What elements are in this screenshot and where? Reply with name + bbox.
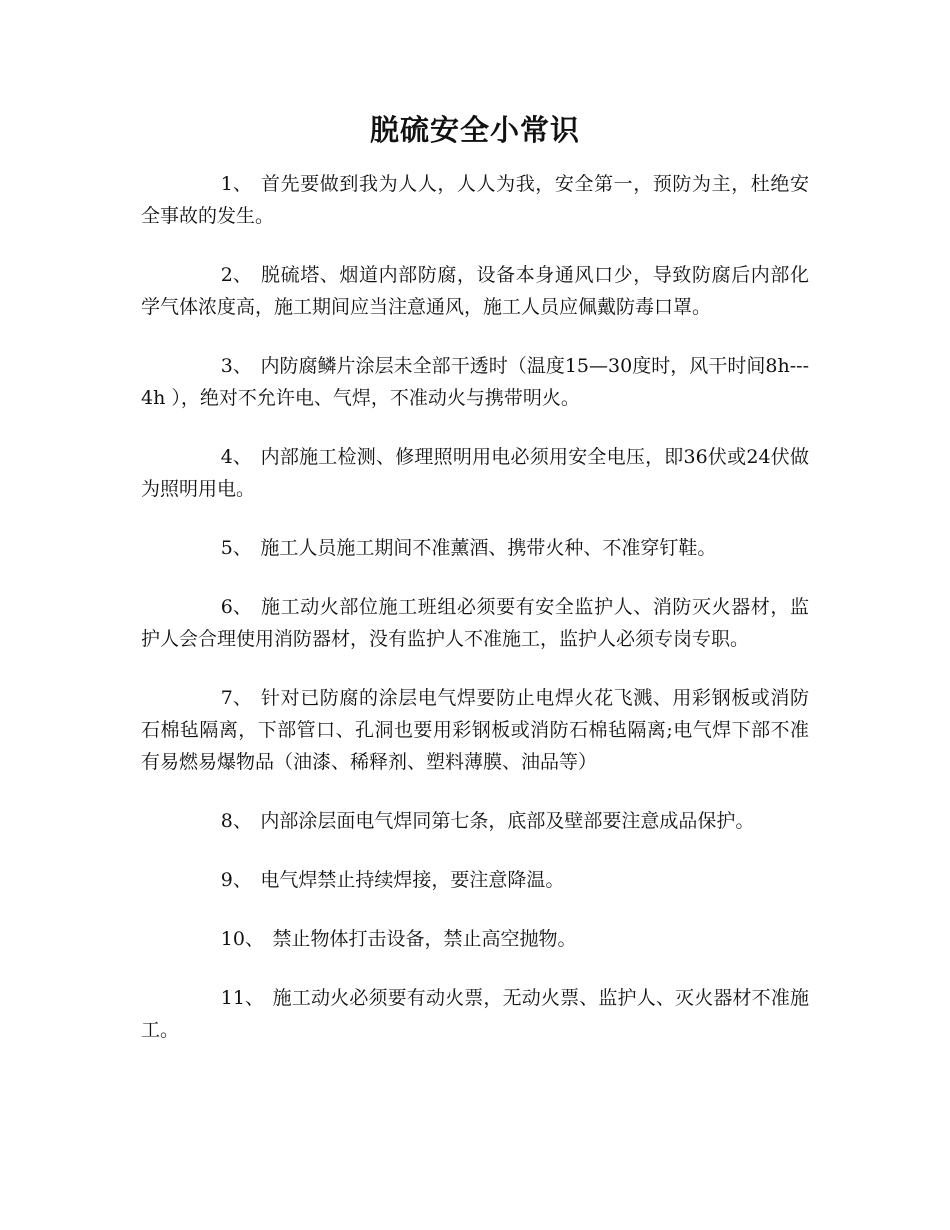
rule-text: 电气焊禁止持续焊接，要注意降温。 — [260, 869, 565, 891]
rule-text: 内部施工检测、修理照明用电必须用安全电压，即36伏或24伏做为照明用电。 — [141, 446, 809, 500]
rule-number: 6、 — [220, 596, 252, 618]
rule-item — [141, 259, 809, 323]
rule-item — [141, 682, 809, 778]
rule-item — [141, 591, 809, 655]
rule-item — [141, 350, 809, 414]
rule-number: 10、 — [220, 928, 264, 950]
rule-text: 内防腐鳞片涂层未全部干透时（温度15—30度时，风干时间8h---4h ），绝对不允许电、气焊，不准动火与携带明火。 — [141, 355, 809, 409]
safety-rules-list — [141, 168, 809, 1073]
rule-number: 7、 — [220, 687, 252, 709]
document-title: 脱硫安全小常识 — [369, 113, 580, 147]
rule-item — [141, 864, 809, 896]
rule-number: 9、 — [220, 869, 252, 891]
rule-number: 2、 — [220, 264, 252, 286]
rule-number: 11、 — [220, 987, 264, 1009]
rule-text: 首先要做到我为人人，人人为我，安全第一，预防为主，杜绝安全事故的发生。 — [141, 173, 809, 227]
rule-item — [141, 923, 809, 955]
rule-item — [141, 532, 809, 564]
rule-number: 4、 — [220, 446, 252, 468]
rule-text: 施工动火必须要有动火票，无动火票、监护人、灭火器材不准施工。 — [141, 987, 809, 1041]
rule-text: 针对已防腐的涂层电气焊要防止电焊火花飞溅、用彩钢板或消防石棉毡隔离，下部管口、孔洞也要用彩钢板或消防石棉毡隔离;电气焊下部不准有易燃易爆物品（油漆、稀释剂、塑料薄膜、油品等） — [141, 687, 809, 773]
rule-text: 禁止物体打击设备，禁止高空抛物。 — [272, 928, 577, 950]
rule-text: 施工人员施工期间不准薰酒、携带火种、不准穿钉鞋。 — [260, 537, 717, 559]
rule-item — [141, 441, 809, 505]
rule-text: 施工动火部位施工班组必须要有安全监护人、消防灭火器材，监护人会合理使用消防器材，没有监护人不准施工，监护人必须专岗专职。 — [141, 596, 809, 650]
rule-text: 内部涂层面电气焊同第七条，底部及壁部要注意成品保护。 — [260, 810, 755, 832]
rule-text: 脱硫塔、烟道内部防腐，设备本身通风口少，导致防腐后内部化学气体浓度高，施工期间应当注意通风，施工人员应佩戴防毒口罩。 — [141, 264, 809, 318]
rule-number: 1、 — [220, 173, 252, 195]
rule-item — [141, 168, 809, 232]
rule-number: 3、 — [220, 355, 252, 377]
rule-item — [141, 982, 809, 1046]
rule-item — [141, 805, 809, 837]
rule-number: 8、 — [220, 810, 252, 832]
rule-number: 5、 — [220, 537, 252, 559]
